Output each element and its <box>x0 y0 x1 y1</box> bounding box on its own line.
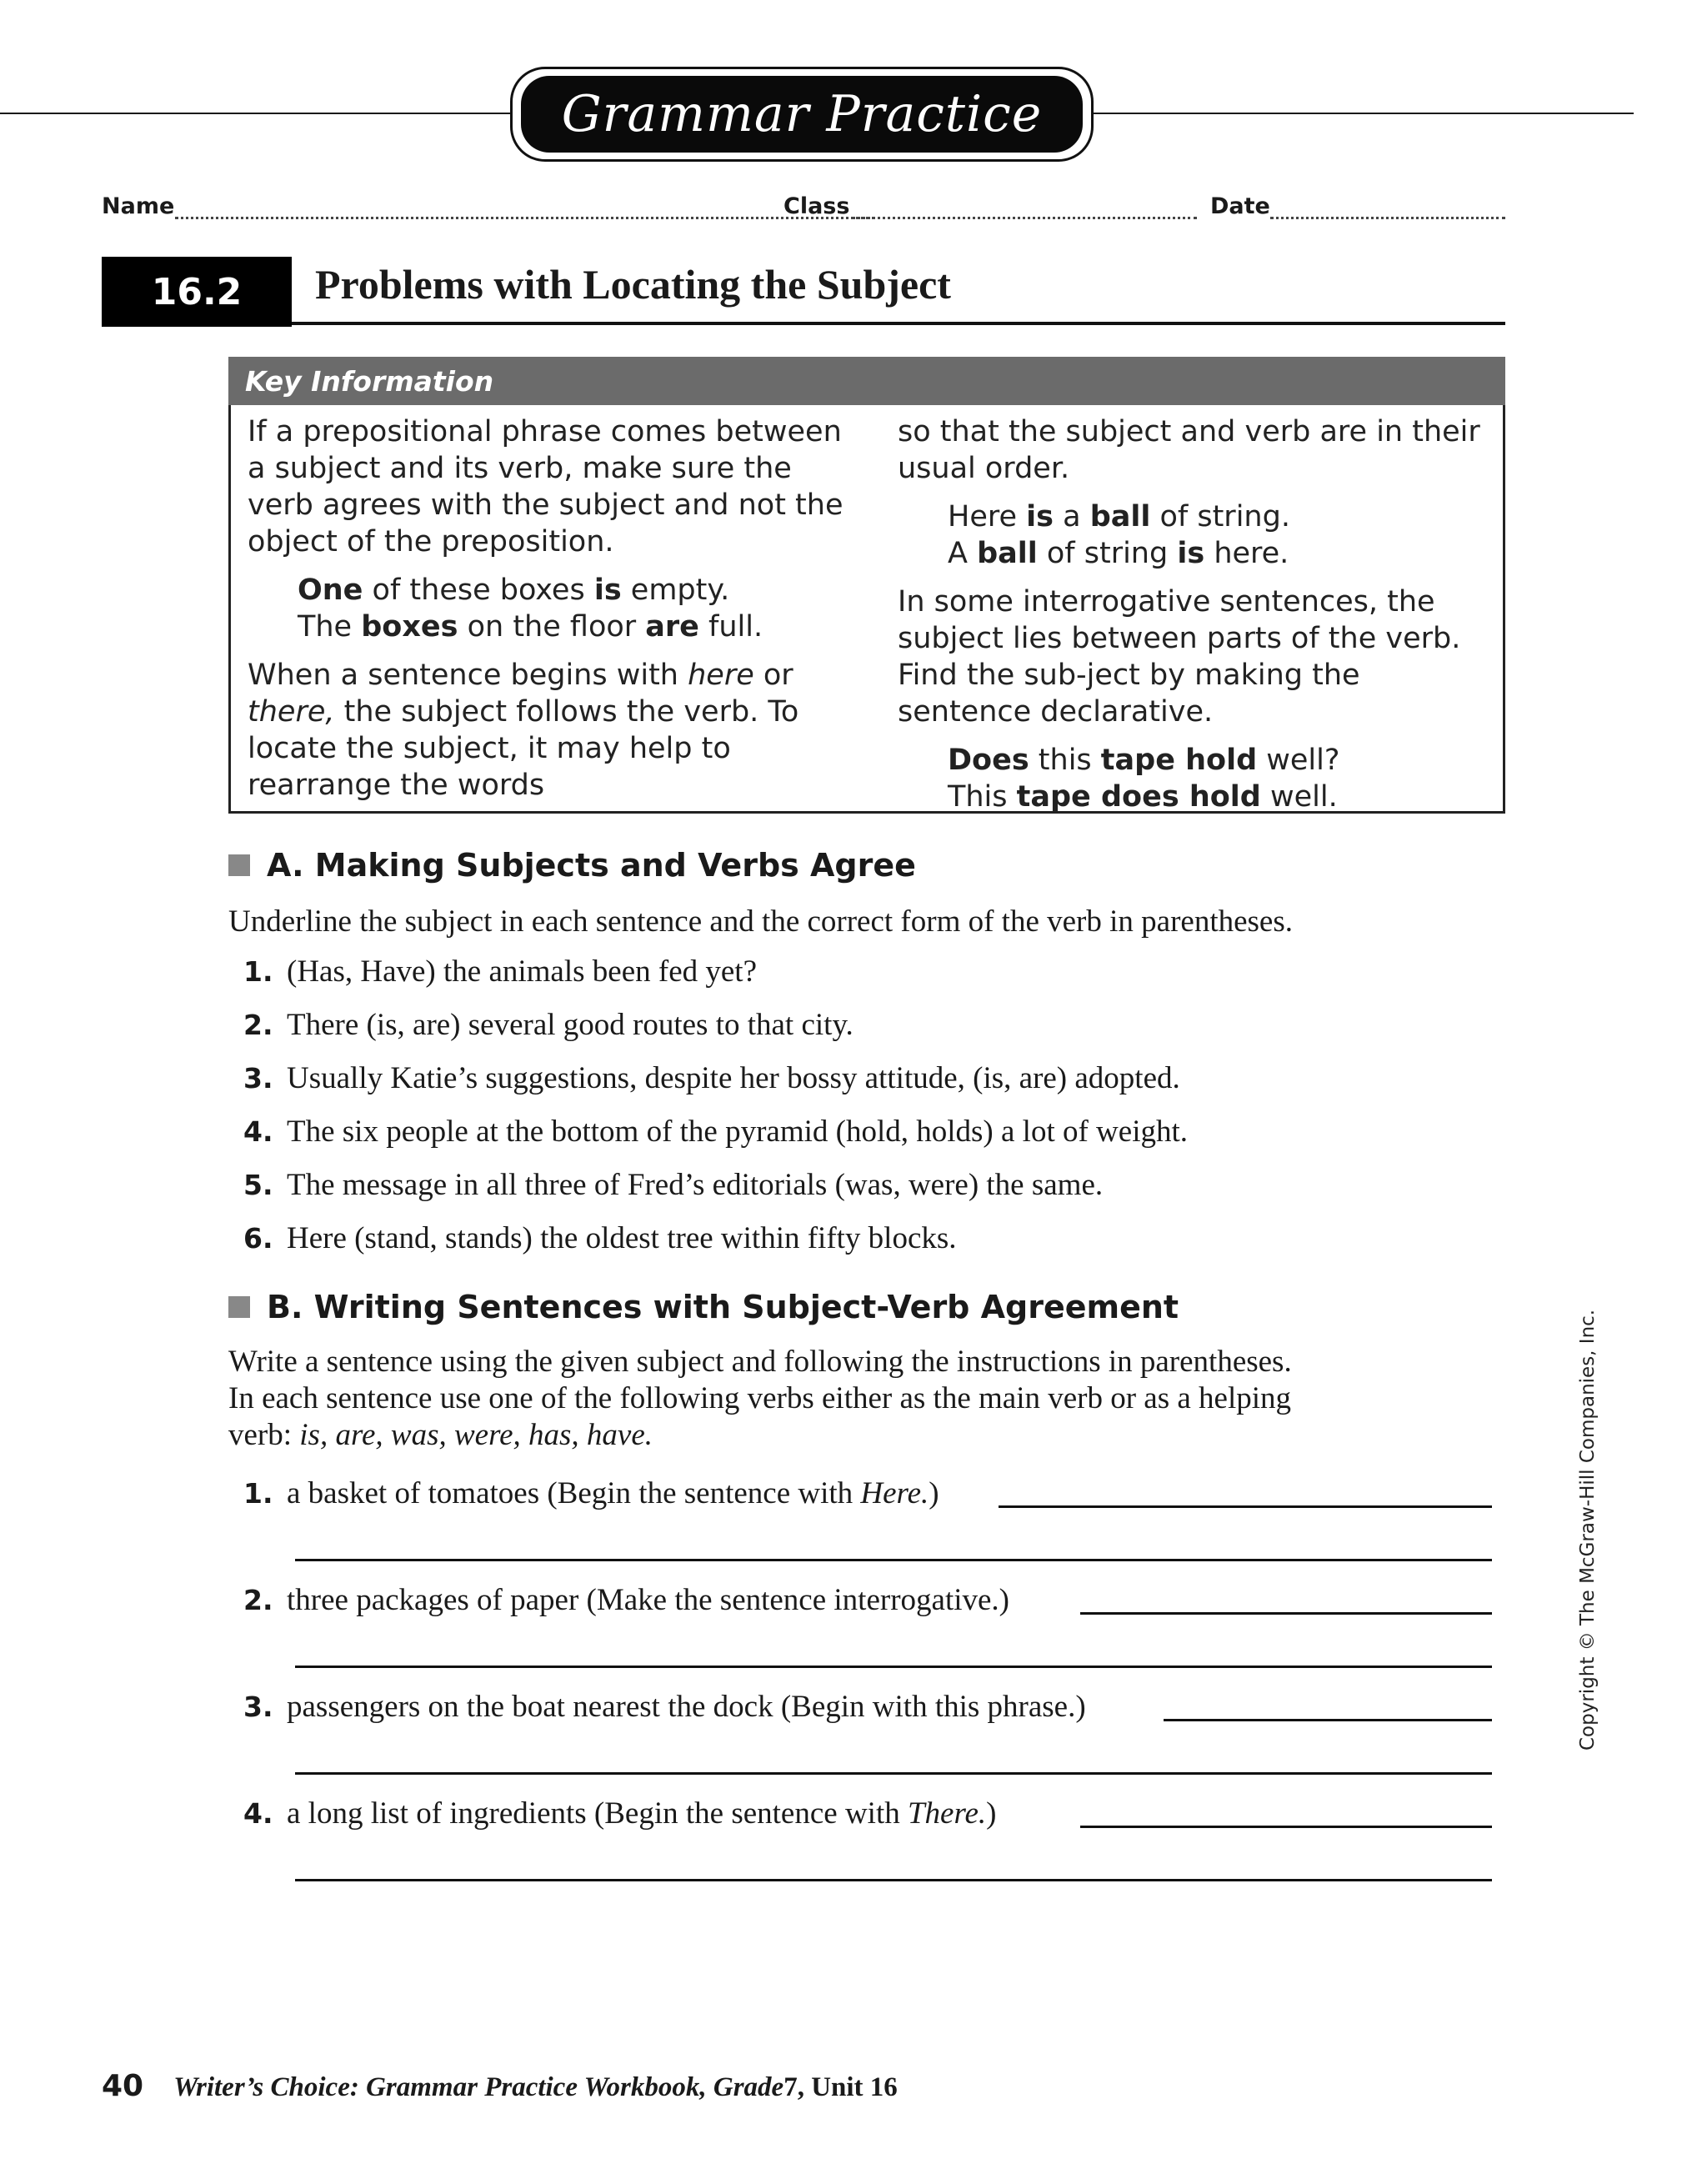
grade-unit: 7, Unit 16 <box>783 2072 898 2102</box>
ex-text: full. <box>698 610 763 644</box>
ex-text: here. <box>1204 537 1289 570</box>
ex-text: well? <box>1257 744 1340 777</box>
item-text[interactable]: Here (stand, stands) the oldest tree within fifty blocks. <box>287 1221 957 1255</box>
square-bullet-icon <box>228 854 250 876</box>
item-number: 1. <box>243 1477 273 1510</box>
item-italic: There. <box>907 1796 987 1831</box>
key-info-example <box>898 742 1494 815</box>
name-label: Name <box>102 193 175 219</box>
square-bullet-icon <box>228 1296 250 1318</box>
list-item <box>243 954 757 989</box>
ex-text: this <box>1029 744 1101 777</box>
item-number: 4. <box>243 1797 273 1830</box>
ex-bold: tape does hold <box>1016 780 1261 814</box>
answer-line[interactable] <box>1080 1826 1492 1828</box>
ex-bold: tape hold <box>1100 744 1258 777</box>
instr-line: Write a sentence using the given subject and following the instructions in parentheses. <box>228 1345 1292 1379</box>
ex-bold: One <box>298 574 363 607</box>
item-number: 3. <box>243 1691 273 1723</box>
ex-text: empty. <box>621 574 730 607</box>
key-info-left-column <box>248 413 848 815</box>
ex-text: The <box>298 610 362 644</box>
section-title: Problems with Locating the Subject <box>315 261 951 308</box>
page-number: 40 <box>102 2069 144 2103</box>
ex-bold: boxes <box>361 610 458 644</box>
key-info-box <box>228 405 1505 814</box>
item-number: 2. <box>243 1009 273 1041</box>
p-text: When a sentence begins with <box>248 659 688 692</box>
item-text: ) <box>929 1476 939 1510</box>
ex-bold: is <box>1177 537 1205 570</box>
p-text: or <box>753 659 793 692</box>
item-text[interactable]: The six people at the bottom of the pyramid (hold, holds) a lot of weight. <box>287 1115 1189 1149</box>
ex-text: of these boxes <box>363 574 594 607</box>
instr-line: In each sentence use one of the following verbs either as the main verb or as a helping <box>228 1381 1292 1415</box>
list-item <box>243 1167 1103 1203</box>
ex-bold: ball <box>1089 500 1151 533</box>
book-title: Writer’s Choice: Grammar Practice Workbook, Grade <box>173 2072 784 2102</box>
name-class-date-row <box>102 193 1505 227</box>
ex-text: well. <box>1260 780 1338 814</box>
date-label: Date <box>1210 193 1270 219</box>
page-footer <box>102 2069 898 2103</box>
key-info-example <box>248 572 848 645</box>
section-rule <box>292 322 1505 325</box>
ex-text: A <box>948 537 978 570</box>
item-italic: Here. <box>860 1476 929 1510</box>
key-info-paragraph: In some interrogative sentences, the subject lies between parts of the verb. Find the sub-ject by making the sentence declarative. <box>898 585 1461 729</box>
item-number: 6. <box>243 1222 273 1255</box>
part-b-heading <box>228 1289 1179 1325</box>
banner-frame <box>510 67 1094 162</box>
key-info-paragraph: so that the subject and verb are in their usual order. <box>898 415 1480 485</box>
list-item <box>243 1220 957 1256</box>
key-info-right-column <box>898 413 1494 827</box>
section-number: 16.2 <box>102 257 292 327</box>
item-text: a basket of tomatoes (Begin the sentence with <box>287 1476 861 1510</box>
date-field[interactable] <box>1270 217 1505 219</box>
ex-bold: ball <box>977 537 1038 570</box>
ex-text: on the floor <box>458 610 646 644</box>
item-text[interactable]: The message in all three of Fred’s editorials (was, were) the same. <box>287 1168 1104 1202</box>
answer-line[interactable] <box>1080 1612 1492 1615</box>
key-info-paragraph: If a prepositional phrase comes between a subject and its verb, make sure the verb agrees with the subject and not the object of the preposition. <box>248 415 843 559</box>
item-text[interactable]: Usually Katie’s suggestions, despite her bossy attitude, (is, are) adopted. <box>287 1061 1180 1095</box>
p-italic: there, <box>248 695 335 729</box>
instr-line: verb: <box>228 1418 300 1452</box>
part-b-heading-text: B. Writing Sentences with Subject-Verb Agreement <box>267 1289 1179 1325</box>
list-item <box>243 1475 939 1511</box>
class-label: Class <box>783 193 850 219</box>
ex-bold: are <box>645 610 699 644</box>
answer-line[interactable] <box>999 1505 1492 1508</box>
item-text: three packages of paper (Make the sentence interrogative.) <box>287 1583 1010 1617</box>
list-item <box>243 1582 1009 1618</box>
ex-text: of string. <box>1150 500 1290 533</box>
item-text: passengers on the boat nearest the dock (Begin with this phrase.) <box>287 1690 1086 1724</box>
part-a-heading-text: A. Making Subjects and Verbs Agree <box>267 847 916 884</box>
key-info-heading: Key Information <box>228 357 1505 405</box>
item-text: a long list of ingredients (Begin the sentence with <box>287 1796 908 1831</box>
item-number: 4. <box>243 1115 273 1148</box>
instr-verbs: is, are, was, were, has, have. <box>299 1418 653 1452</box>
answer-line[interactable] <box>1164 1719 1492 1721</box>
list-item <box>243 1060 1180 1096</box>
answer-line[interactable] <box>295 1879 1492 1881</box>
key-info-paragraph <box>248 657 848 804</box>
list-item <box>243 1007 854 1043</box>
p-italic: here <box>688 659 754 692</box>
item-number: 2. <box>243 1584 273 1616</box>
part-a-instructions: Underline the subject in each sentence and the correct form of the verb in parentheses. <box>228 904 1293 939</box>
item-text[interactable]: There (is, are) several good routes to that city. <box>287 1008 854 1042</box>
item-number: 3. <box>243 1062 273 1095</box>
ex-text: Here <box>948 500 1027 533</box>
part-b-instructions <box>228 1344 1495 1454</box>
ex-bold: Does <box>948 744 1029 777</box>
item-text[interactable]: (Has, Have) the animals been fed yet? <box>287 954 757 989</box>
key-info-example <box>898 498 1494 572</box>
item-number: 5. <box>243 1169 273 1201</box>
ex-bold: is <box>1026 500 1054 533</box>
answer-line[interactable] <box>295 1772 1492 1775</box>
answer-line[interactable] <box>295 1666 1492 1668</box>
class-field[interactable] <box>852 217 1197 219</box>
banner-title: Grammar Practice <box>521 76 1083 153</box>
item-number: 1. <box>243 955 273 988</box>
ex-text: of string <box>1037 537 1178 570</box>
item-text: ) <box>986 1796 997 1831</box>
list-item <box>243 1796 997 1831</box>
list-item <box>243 1689 1086 1725</box>
name-field[interactable] <box>175 217 875 219</box>
part-a-heading <box>228 847 916 884</box>
p-text: the subject follows the verb. To locate the subject, it may help to rearrange the words <box>248 695 799 802</box>
ex-text: a <box>1053 500 1090 533</box>
ex-text: This <box>948 780 1017 814</box>
answer-line[interactable] <box>295 1559 1492 1561</box>
ex-bold: is <box>593 574 622 607</box>
copyright-notice: Copyright © The McGraw-Hill Companies, Inc. <box>1577 1309 1599 1751</box>
list-item <box>243 1114 1188 1150</box>
